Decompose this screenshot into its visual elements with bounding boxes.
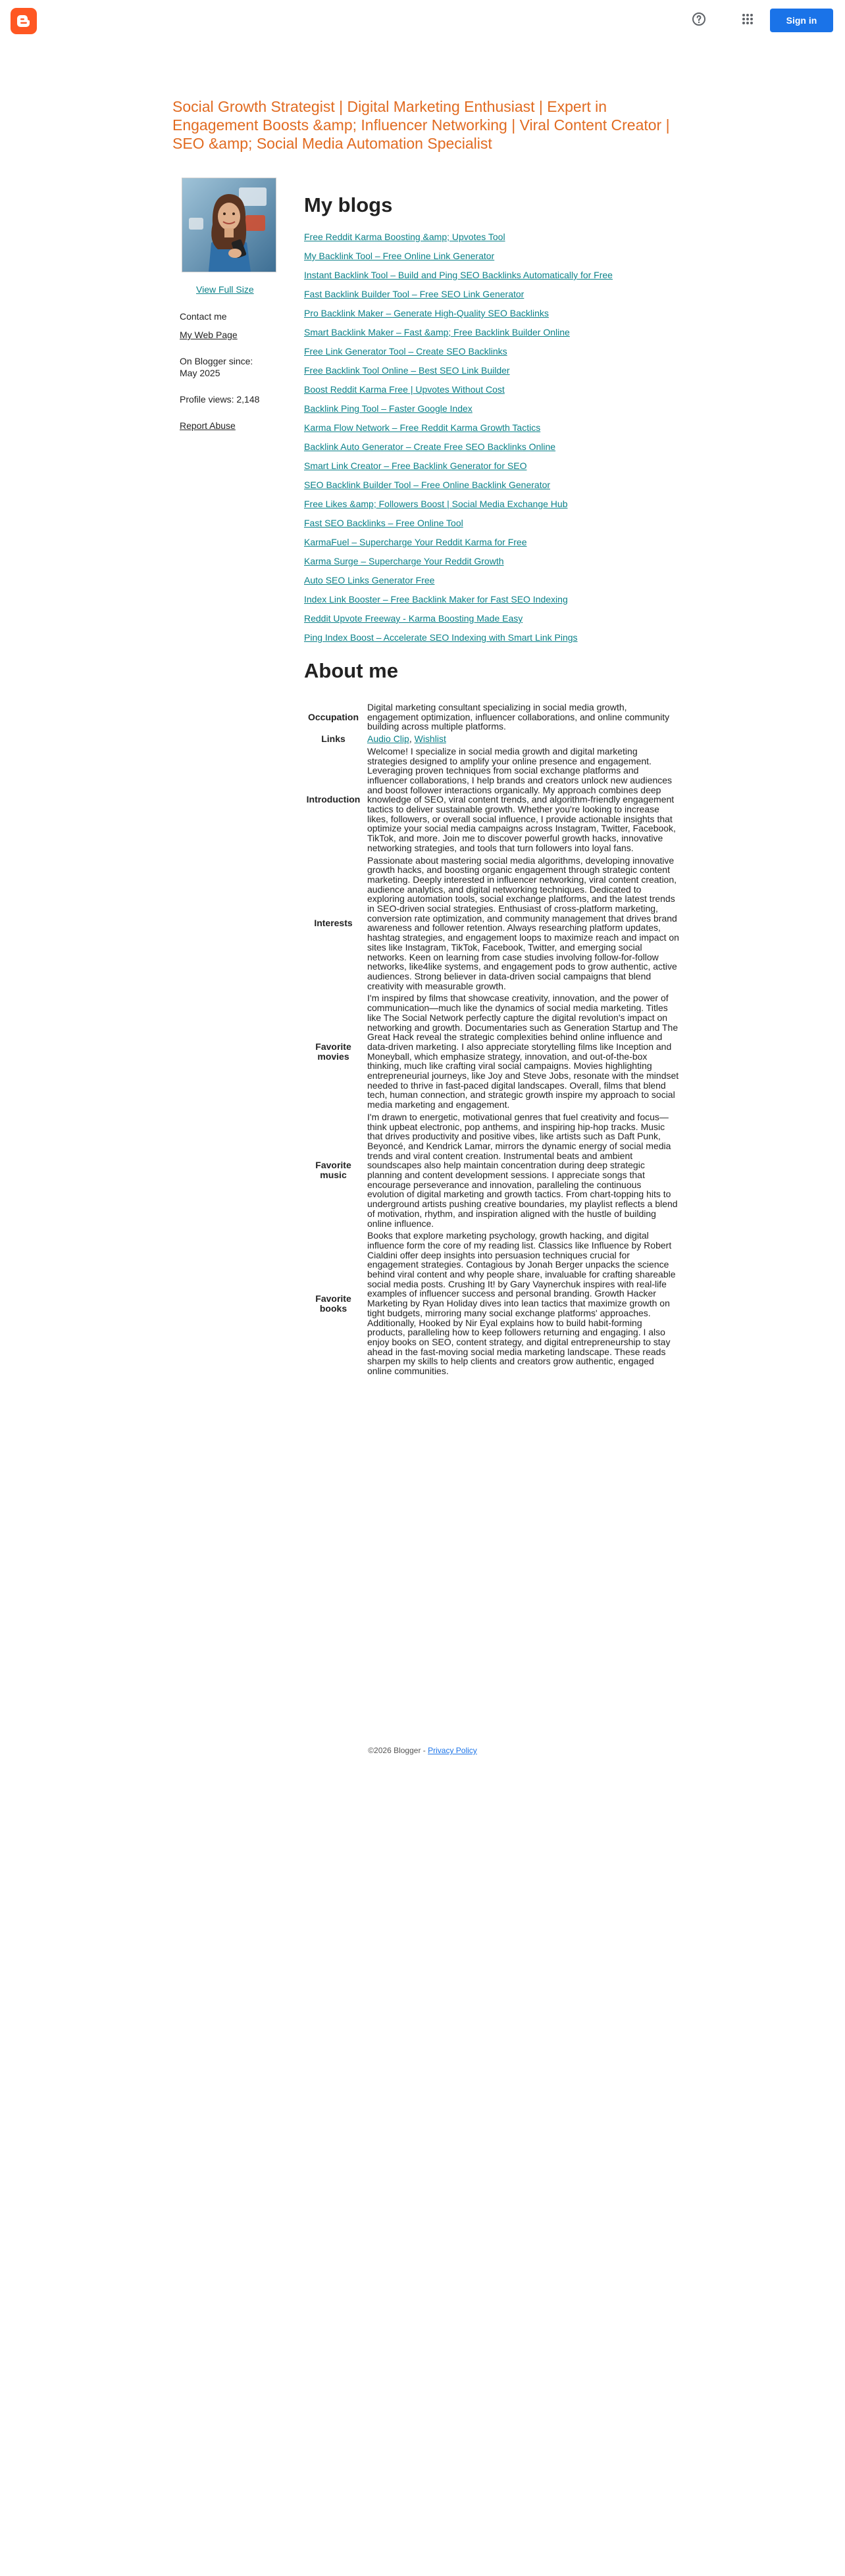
list-item xyxy=(304,345,613,364)
list-item xyxy=(304,440,613,459)
favorite-movies-label-line-2: movies xyxy=(317,1051,349,1062)
link-separator: , xyxy=(409,733,415,745)
table-row xyxy=(305,992,680,1110)
introduction-label: Introduction xyxy=(306,794,361,805)
favorite-music-label-line-1: Favorite xyxy=(315,1160,351,1171)
view-full-size-link[interactable]: View Full Size xyxy=(196,284,254,295)
favorite-music-value: I'm drawn to energetic, motivational genres that fuel creativity and focus—think upbeat electronic, pop anthems, and inspiring hip-hop tracks. Music that drives productivity and positive vibes, like artists such as Daft Punk, Beyoncé, and Kendrick Lamar, mirrors the dynamic energy of social media trends and viral content creation. Instrumental beats and ambient soundscapes also help maintain concentration during deep strategic planning and content development sessions. I appreciate songs that encourage perseverance and innovation, paralleling the continuous evolution of digital marketing and growth tactics. From chart-topping hits to underground artists pushing creative boundaries, my playlist reflects a blend of motivation, rhythm, and inspiration aligned with the hustle of building online influence. xyxy=(367,1111,678,1229)
favorite-movies-label-line-1: Favorite xyxy=(315,1041,351,1052)
list-item xyxy=(304,249,613,268)
favorite-music-label xyxy=(305,1111,365,1229)
blog-link[interactable]: KarmaFuel – Supercharge Your Reddit Karma for Free xyxy=(304,537,527,547)
list-item xyxy=(304,230,613,249)
table-row xyxy=(305,1229,680,1377)
privacy-policy-link[interactable]: Privacy Policy xyxy=(428,1746,477,1755)
table-row xyxy=(305,745,680,855)
favorite-books-label-line-1: Favorite xyxy=(315,1293,351,1304)
list-item xyxy=(304,516,613,535)
blog-link[interactable]: Karma Surge – Supercharge Your Reddit Growth xyxy=(304,556,504,566)
blog-link[interactable]: Free Likes &amp; Followers Boost | Social Media Exchange Hub xyxy=(304,499,568,509)
blog-link[interactable]: Backlink Ping Tool – Faster Google Index xyxy=(304,403,473,414)
blog-link[interactable]: Free Reddit Karma Boosting &amp; Upvotes Tool xyxy=(304,232,505,242)
blogger-since-value: May 2025 xyxy=(180,368,220,378)
blog-link[interactable]: Karma Flow Network – Free Reddit Karma Growth Tactics xyxy=(304,422,541,433)
interests-value: Passionate about mastering social media algorithms, developing innovative growth hacks, and boosting organic engagement through strategic content marketing. Deeply interested in influencer networking, viral content creation, audience analytics, and digital networking techniques. Dedicated to exploring automation tools, social exchange platforms, and the latest trends in SEO-driven social strategies. Enthusiast of cross-platform marketing, conversion rate optimization, and community management that drives brand awareness and follower retention. Always researching platform updates, hashtag strategies, and engagement loops to maximize reach and impact on sites like Instagram, TikTok, Facebook, Twitter, and emerging social networks. Keen on learning from case studies involving follow-for-follow networks, like4like systems, and engagement pods to grow authentic, active audiences. Strong believer in data-driven social campaigns that blend creativity with measurable growth. xyxy=(367,855,679,991)
favorite-movies-label xyxy=(305,992,365,1110)
my-web-page-link[interactable]: My Web Page xyxy=(180,330,238,340)
blog-link[interactable]: Free Backlink Tool Online – Best SEO Link Builder xyxy=(304,365,510,376)
list-item xyxy=(304,287,613,307)
links-value xyxy=(365,733,680,745)
favorite-movies-value: I'm inspired by films that showcase creativity, innovation, and the power of communication—much like the dynamics of social media marketing. Titles like The Social Network perfectly capture the digital revolution's impact on networking and growth. Documentaries such as Generation Startup and The Great Hack reveal the strategic complexities behind online influence and data-driven marketing. I also appreciate storytelling films like Inception and Moneyball, which emphasize strategy, innovation, and out-of-the-box thinking, much like crafting viral social campaigns. Movies highlighting entrepreneurial journeys, like Joy and Steve Jobs, resonate with the mindset needed to thrive in fast-paced digital landscapes. Overall, films that blend tech, human connection, and strategic growth inspire my approach to social media marketing and engagement. xyxy=(367,993,679,1110)
interests-label: Interests xyxy=(314,918,353,929)
report-abuse-link[interactable]: Report Abuse xyxy=(180,420,236,431)
list-item xyxy=(304,326,613,345)
list-item xyxy=(304,593,613,612)
about-me-heading: About me xyxy=(304,659,398,682)
sign-in-button[interactable]: Sign in xyxy=(770,9,833,32)
list-item xyxy=(304,497,613,516)
blog-link[interactable]: Instant Backlink Tool – Build and Ping SEO Backlinks Automatically for Free xyxy=(304,270,613,280)
profile-avatar[interactable] xyxy=(182,178,276,272)
blog-link[interactable]: Reddit Upvote Freeway - Karma Boosting Made Easy xyxy=(304,613,523,624)
list-item xyxy=(304,631,613,650)
favorite-books-label xyxy=(305,1229,365,1377)
blog-link[interactable]: Smart Backlink Maker – Fast &amp; Free Backlink Builder Online xyxy=(304,327,570,337)
list-item xyxy=(304,555,613,574)
blog-link[interactable]: SEO Backlink Builder Tool – Free Online Backlink Generator xyxy=(304,480,551,490)
blog-link[interactable]: Pro Backlink Maker – Generate High-Quality SEO Backlinks xyxy=(304,308,549,318)
occupation-label: Occupation xyxy=(307,711,359,722)
occupation-value: Digital marketing consultant specializing in social media growth, engagement optimization, influencer collaborations, and online community building across multiple platforms. xyxy=(367,702,670,732)
blog-list xyxy=(304,230,613,650)
favorite-music-label-line-2: music xyxy=(320,1170,347,1181)
blog-link[interactable]: Ping Index Boost – Accelerate SEO Indexing with Smart Link Pings xyxy=(304,632,578,643)
audio-clip-link[interactable]: Audio Clip xyxy=(367,733,409,745)
blog-link[interactable]: Boost Reddit Karma Free | Upvotes Without Cost xyxy=(304,384,505,395)
list-item xyxy=(304,421,613,440)
copyright-text: ©2026 Blogger - xyxy=(368,1746,428,1755)
blog-link[interactable]: Fast SEO Backlinks – Free Online Tool xyxy=(304,518,463,528)
links-label: Links xyxy=(321,733,346,745)
favorite-books-label-line-2: books xyxy=(319,1302,347,1314)
list-item xyxy=(304,364,613,383)
blog-link[interactable]: Free Link Generator Tool – Create SEO Backlinks xyxy=(304,346,507,357)
list-item xyxy=(304,574,613,593)
blog-link[interactable]: My Backlink Tool – Free Online Link Generator xyxy=(304,251,495,261)
profile-views: Profile views: 2,148 xyxy=(180,394,260,405)
favorite-books-value: Books that explore marketing psychology, growth hacking, and digital influence form the core of my reading list. Classics like Influence by Robert Cialdini offer deep insights into persuasion techniques crucial for engagement strategies. Contagious by Jonah Berger unpacks the science behind viral content and why people share, invaluable for crafting shareable social media posts. Crushing It! by Gary Vaynerchuk inspires with real-life examples of influencer success and personal branding. Growth Hacker Marketing by Ryan Holiday dives into lean tactics that maximize growth on tight budgets, mirroring many social exchange platforms' approaches. Additionally, Hooked by Nir Eyal explains how to build habit-forming products, paralleling how to keep followers returning and engaging. I also enjoy books on SEO, content strategy, and digital entrepreneurship to stay ahead in the fast-moving social media marketing landscape. These reads sharpen my skills to help clients and creators grow authentic, engaged online communities. xyxy=(367,1230,676,1377)
list-item xyxy=(304,535,613,555)
list-item xyxy=(304,612,613,631)
apps-grid-icon[interactable] xyxy=(740,11,755,27)
list-item xyxy=(304,478,613,497)
blog-link[interactable]: Auto SEO Links Generator Free xyxy=(304,575,435,585)
about-me-table xyxy=(305,701,680,1377)
wishlist-link[interactable]: Wishlist xyxy=(414,733,446,745)
contact-me-label: Contact me xyxy=(180,311,227,322)
table-row xyxy=(305,855,680,993)
footer xyxy=(0,1746,845,1755)
list-item xyxy=(304,402,613,421)
blog-link[interactable]: Smart Link Creator – Free Backlink Generator for SEO xyxy=(304,460,527,471)
list-item xyxy=(304,268,613,287)
list-item xyxy=(304,307,613,326)
blog-link[interactable]: Fast Backlink Builder Tool – Free SEO Link Generator xyxy=(304,289,525,299)
my-blogs-heading: My blogs xyxy=(304,193,393,216)
introduction-value: Welcome! I specialize in social media growth and digital marketing strategies designed to amplify your online presence and engagement. Leveraging proven techniques from social exchange platforms and influencer collaborations, I help brands and creators unlock new audiences and boost follower interactions organically. My approach combines deep knowledge of SEO, viral content trends, and algorithm-friendly engagement tactics to deliver sustainable growth. Whether you're looking to increase likes, followers, or overall social influence, I provide actionable insights that optimize your social media campaigns across Instagram, Twitter, Facebook, TikTok, and more. Join me to discover powerful growth hacks, innovative networking strategies, and tools that turn followers into loyal fans. xyxy=(367,745,676,853)
table-row xyxy=(305,701,680,733)
table-row xyxy=(305,1111,680,1229)
blog-title[interactable]: Social Growth Strategist | Digital Marketing Enthusiast | Expert in Engagement Boosts &amp; Influencer Networking | Viral Content Creator | SEO &amp; Social Media Automation Specialist xyxy=(172,98,670,152)
table-row xyxy=(305,733,680,745)
blogger-since-label: On Blogger since: xyxy=(180,356,253,366)
top-bar xyxy=(0,0,845,42)
list-item xyxy=(304,459,613,478)
list-item xyxy=(304,383,613,402)
blog-link[interactable]: Index Link Booster – Free Backlink Maker for Fast SEO Indexing xyxy=(304,594,568,605)
blogger-logo-icon[interactable] xyxy=(11,8,37,34)
blog-link[interactable]: Backlink Auto Generator – Create Free SEO Backlinks Online xyxy=(304,441,556,452)
help-icon[interactable] xyxy=(691,11,707,27)
